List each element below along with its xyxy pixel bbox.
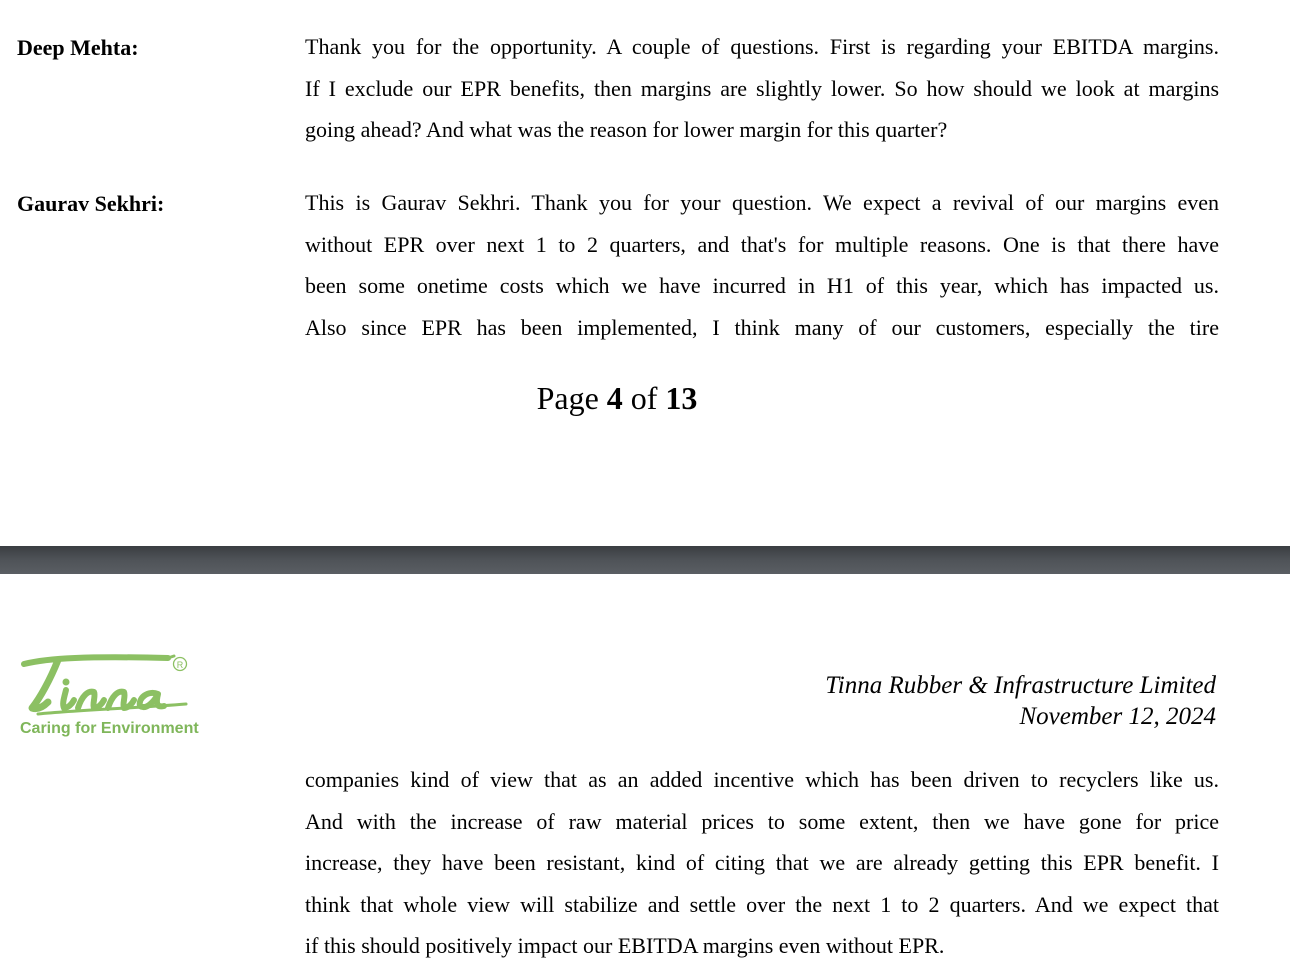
text-line: And with the increase of raw material prices to some extent, then we have gone for price xyxy=(305,808,1219,834)
page-total: 13 xyxy=(665,380,698,416)
text-line: without EPR over next 1 to 2 quarters, and that's for multiple reasons. One is that there have xyxy=(305,231,1219,257)
speaker-name-deep-mehta: Deep Mehta: xyxy=(17,35,139,60)
logo-tagline: Caring for Environment xyxy=(20,720,199,737)
text-line: Also since EPR has been implemented, I think many of our customers, especially the tire xyxy=(305,314,1219,340)
company-name: Tinna Rubber & Infrastructure Limited xyxy=(825,672,1216,699)
text-line: Thank you for the opportunity. A couple of questions. First is regarding your EBITDA margins. xyxy=(305,34,1219,59)
text-line: If I exclude our EPR benefits, then margins are slightly lower. So how should we look at margins xyxy=(305,75,1219,101)
page-of: of xyxy=(630,380,658,416)
text-line: if this should positively impact our EBITDA margins even without EPR. xyxy=(305,933,945,958)
text-line: increase, they have been resistant, kind of citing that we are already getting this EPR benefit. I xyxy=(305,850,1219,875)
page-separator xyxy=(0,546,1290,574)
text-line: been some onetime costs which we have incurred in H1 of this year, which has impacted us. xyxy=(305,273,1219,298)
page-number xyxy=(0,378,1234,418)
page-current: 4 xyxy=(606,380,623,416)
page-label: Page xyxy=(536,380,599,416)
text-line: think that whole view will stabilize and settle over the next 1 to 2 quarters. And we expect that xyxy=(305,891,1219,917)
dialogue-text-continued xyxy=(305,759,1219,967)
speaker-name-gaurav-sekhri: Gaurav Sekhri: xyxy=(17,191,165,216)
text-line: companies kind of view that as an added incentive which has been driven to recyclers like us. xyxy=(305,767,1219,792)
call-date: November 12, 2024 xyxy=(1019,703,1216,730)
dialogue-text-deep-mehta xyxy=(305,26,1219,151)
document-header xyxy=(825,670,1216,732)
text-line: going ahead? And what was the reason for lower margin for this quarter? xyxy=(305,117,948,142)
text-line: This is Gaurav Sekhri. Thank you for your question. We expect a revival of our margins even xyxy=(305,190,1219,215)
svg-text:R: R xyxy=(176,660,184,670)
dialogue-text-gaurav-sekhri xyxy=(305,182,1219,348)
